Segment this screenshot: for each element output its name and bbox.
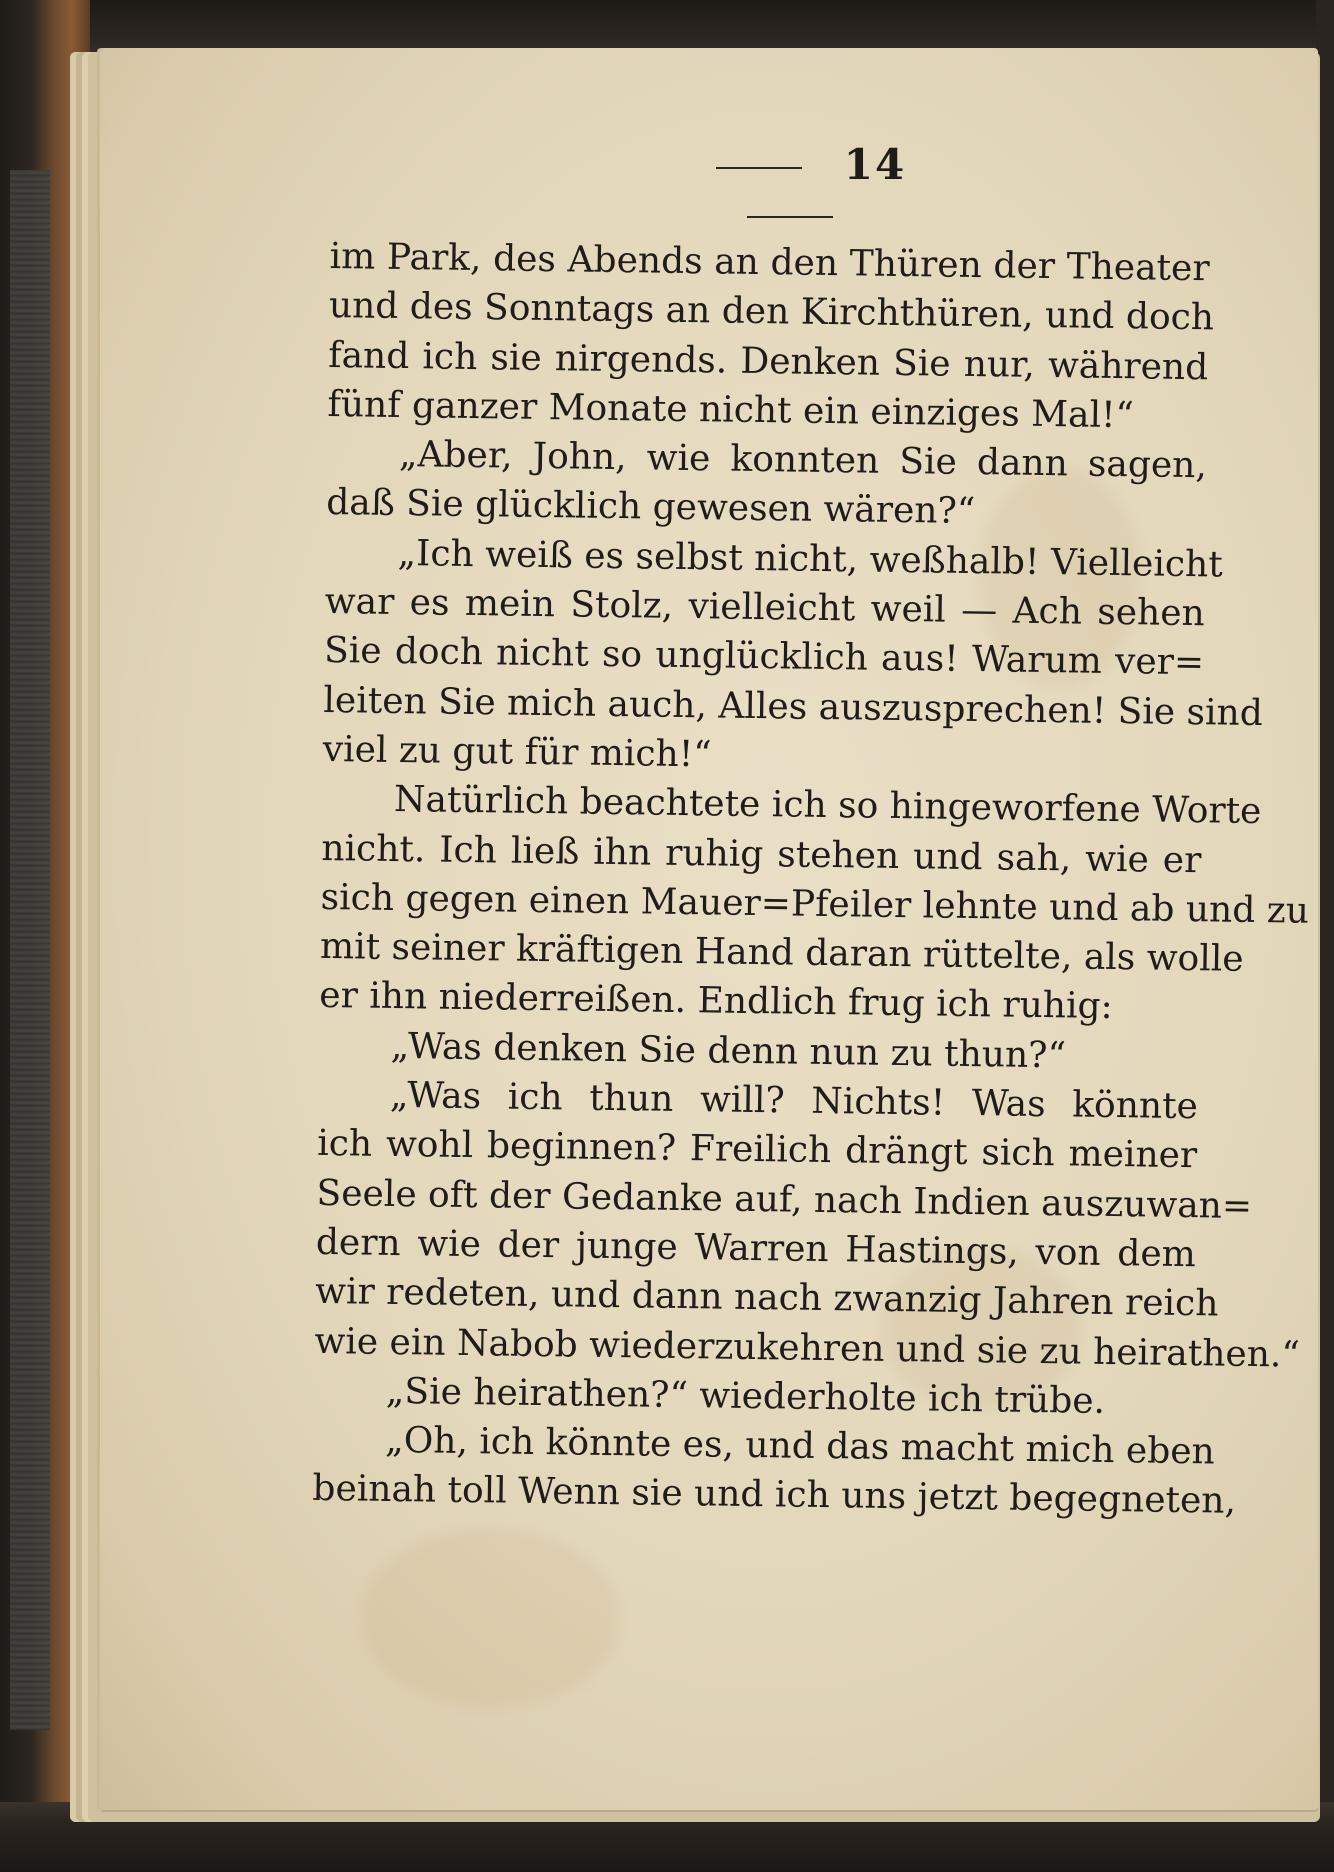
text-line: „Was ich thun will? Nichts! Was könnte (389, 1074, 1199, 1128)
text-line: Natürlich beachtete ich so hingeworfene Worte (393, 779, 1262, 833)
text-line: Seele oft der Gedanke auf, nach Indien auszuwan= (316, 1172, 1253, 1227)
text-line: dern wie der junge Warren Hastings, von dem (315, 1221, 1197, 1276)
page-number-header (610, 140, 970, 238)
text-line: ich wohl beginnen? Freilich drängt sich meiner (316, 1123, 1198, 1177)
text-line: „Oh, ich könnte es, und das macht mich eben (384, 1420, 1216, 1473)
text-line: „Sie heirathen?“ wiederholte ich trübe. (385, 1370, 1106, 1422)
text-line: war es mein Stolz, vielleicht weil — Ach sehen (324, 581, 1206, 635)
text-line: nicht. Ich ließ ihn ruhig stehen und sah, wie er (321, 827, 1202, 881)
text-line: viel zu gut für mich!“ (322, 728, 712, 776)
text-line: „Aber, John, wie konnten Sie dann sagen, (398, 434, 1208, 487)
header-dash-left (716, 167, 802, 169)
text-line: sich gegen einen Mauer=Pfeiler lehnte und ab und zu (320, 876, 1310, 932)
text-line: mit seiner kräftigen Hand daran rüttelte, als wolle (319, 926, 1244, 980)
page-number: 14 (843, 140, 907, 189)
text-line: im Park, des Abends an den Thüren der Theater (329, 235, 1210, 290)
text-line: wir redeten, und dann nach zwanzig Jahren reich (314, 1271, 1219, 1325)
text-line: leiten Sie mich auch, Alles auszusprechen! Sie sind (323, 679, 1264, 734)
text-line: und des Sonntags an den Kirchthüren, und doch (328, 285, 1215, 339)
text-line: fünf ganzer Monate nicht ein einziges Mal!“ (327, 383, 1135, 437)
header-dash-right (747, 216, 833, 218)
text-line: wie ein Nabob wiederzukehren und sie zu heirathen.“ (314, 1320, 1301, 1376)
text-line: er ihn niederreißen. Endlich frug ich ruhig: (319, 975, 1113, 1028)
text-line: Sie doch nicht so unglücklich aus! Warum ver= (323, 630, 1205, 684)
body-text (312, 232, 1310, 1526)
text-line: beinah toll Wenn sie und ich uns jetzt begegneten, (312, 1468, 1237, 1523)
paper-stain (360, 1528, 620, 1708)
text-line: daß Sie glücklich gewesen wären?“ (325, 482, 976, 533)
text-line: „Was denken Sie denn nun zu thun?“ (390, 1025, 1067, 1077)
text-line: fand ich sie nirgends. Denken Sie nur, während (327, 334, 1209, 388)
text-line: „Ich weiß es selbst nicht, weßhalb! Vielleicht (397, 532, 1223, 586)
